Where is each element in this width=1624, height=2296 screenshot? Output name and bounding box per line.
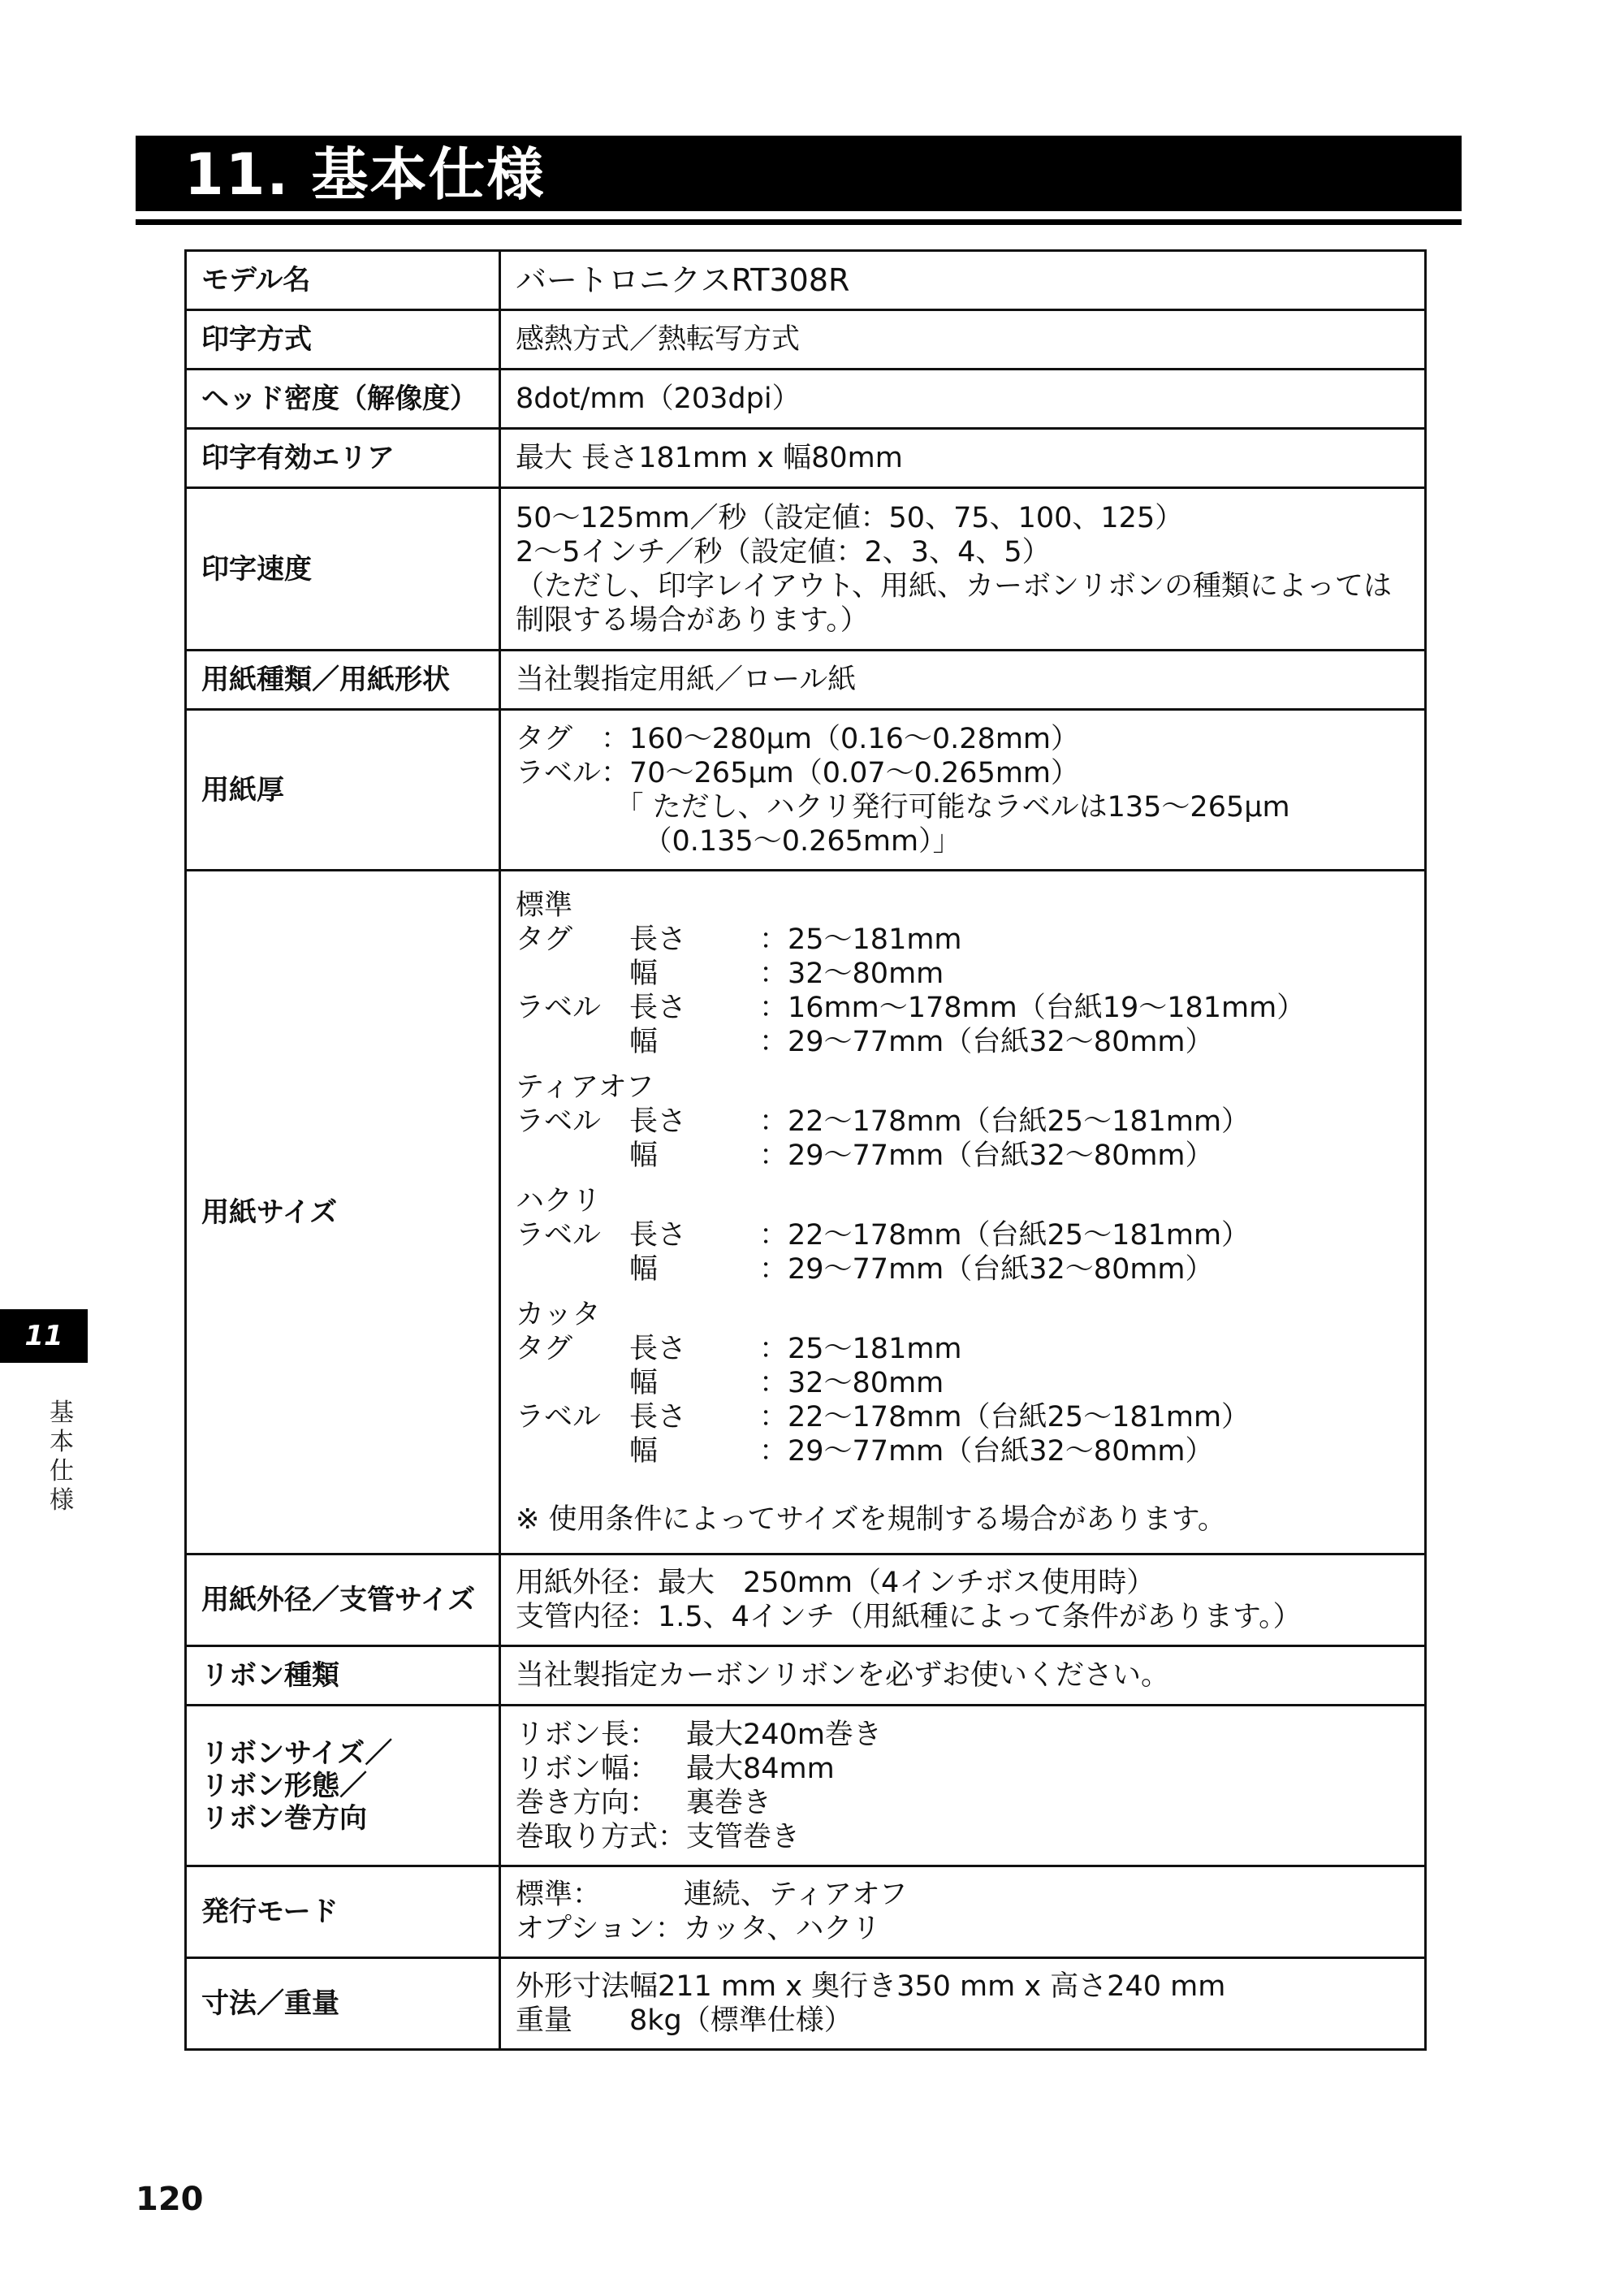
size-cell: ：32～80mm (759, 957, 944, 990)
spec-row (186, 871, 1426, 1554)
spec-key-line: リボン形態／ (201, 1769, 367, 1802)
spec-key-line: 印字方式 (201, 323, 312, 356)
size-cell (516, 1434, 629, 1468)
spec-key-line: 印字有効エリア (201, 442, 395, 474)
spec-key-line: ヘッド密度（解像度） (201, 383, 477, 415)
group-gap (516, 1059, 1410, 1070)
pair-label: リボン幅： (516, 1752, 659, 1785)
size-cell: ：16mm～178mm（台紙19～181mm） (759, 991, 1306, 1024)
pair-label: オプション： (516, 1913, 684, 1945)
spec-value-line: バートロニクスRT308R (516, 262, 850, 298)
spec-key-line: 用紙サイズ (201, 1196, 338, 1229)
spec-row (186, 251, 1426, 310)
size-cell: ：29～77mm（台紙32～80mm） (759, 1139, 1214, 1172)
section-title: 11. 基本仕様 (184, 141, 546, 208)
size-group-title: ハクリ (516, 1184, 602, 1217)
size-cell: 長さ (629, 923, 687, 956)
spec-row (186, 429, 1426, 488)
spec-key (186, 488, 500, 651)
size-line (516, 1434, 1250, 1468)
size-cell: 長さ (629, 991, 687, 1024)
group-gap (516, 1286, 1410, 1298)
size-cell: タグ (516, 1332, 573, 1365)
pair-label: 巻取り方式： (516, 1820, 687, 1853)
title-underline (136, 219, 1462, 225)
pair-value: 裏巻き (686, 1786, 772, 1819)
size-cell: 幅 (629, 1252, 659, 1286)
size-cell: 長さ (629, 1105, 687, 1138)
spec-value (500, 310, 1426, 370)
size-cell: 長さ (629, 1218, 687, 1252)
group-gap (516, 1173, 1410, 1184)
size-cell: 長さ (629, 1400, 687, 1433)
chapter-tab: 11 (0, 1309, 88, 1363)
size-line (516, 923, 1305, 957)
size-line (516, 1366, 1250, 1400)
spec-value-line: 当社製指定カーボンリボンを必ずお使いください。 (516, 1659, 1170, 1692)
spec-key-line: リボン種類 (201, 1659, 339, 1692)
spec-row (186, 1646, 1426, 1706)
pair-value: 連続、ティアオフ (683, 1879, 908, 1911)
side-label-char: 様 (50, 1486, 74, 1515)
pair-line (516, 1912, 908, 1946)
spec-row (186, 651, 1426, 710)
pair-label: 重量 (516, 2004, 573, 2037)
pair-line (516, 1820, 882, 1854)
spec-key (186, 370, 500, 429)
pair-line (516, 1752, 882, 1786)
size-cell: ：32～80mm (759, 1366, 944, 1399)
spec-key-line: 用紙種類／用紙形状 (201, 664, 450, 696)
spec-key (186, 251, 500, 310)
spec-key (186, 310, 500, 370)
spec-row (186, 1866, 1426, 1958)
size-group-title: 標準 (516, 889, 573, 922)
size-line (516, 1252, 1250, 1286)
spec-table (184, 249, 1427, 2051)
size-cell: 幅 (629, 1434, 659, 1468)
size-cell: ：29～77mm（台紙32～80mm） (759, 1434, 1214, 1468)
spec-key (186, 1554, 500, 1646)
spec-key (186, 871, 500, 1554)
size-group-table (516, 1332, 1250, 1468)
spec-value-line: 感熱方式／熱転写方式 (516, 323, 801, 356)
spec-key-line: 寸法／重量 (201, 1987, 339, 2020)
side-label-char: 仕 (50, 1457, 74, 1485)
pair-table (516, 1718, 882, 1854)
size-cell: 長さ (629, 1332, 687, 1365)
size-cell (516, 1252, 629, 1286)
size-note: ※ 使用条件によってサイズを規制する場合があります。 (516, 1503, 1226, 1536)
size-cell: 幅 (629, 1139, 659, 1172)
spec-value-line: （ただし、印字レイアウト、用紙、カーボンリボンの種類によっては (516, 569, 1393, 603)
spec-row (186, 488, 1426, 651)
pair-label: 外形寸法 (516, 1970, 630, 2003)
page-number: 120 (136, 2181, 204, 2218)
spec-value (500, 251, 1426, 310)
size-cell: ：29～77mm（台紙32～80mm） (759, 1252, 1214, 1286)
spec-value-line: 「 ただし、ハクリ発行可能なラベルは135～265μm (516, 790, 1290, 824)
size-cell: ラベル (516, 991, 602, 1024)
pair-value: 最大84mm (686, 1752, 835, 1785)
size-cell: 幅 (629, 1366, 659, 1399)
spec-row (186, 1706, 1426, 1866)
spec-value-line: 制限する場合があります。） (516, 603, 869, 637)
spec-value (500, 1646, 1426, 1706)
size-group-table (516, 1218, 1250, 1286)
spec-value-line: ラベル：70～265μm（0.07～0.265mm） (516, 756, 1080, 789)
spec-row (186, 310, 1426, 370)
pair-value: カッタ、ハクリ (683, 1913, 881, 1945)
spec-value (500, 488, 1426, 651)
spec-key-line: 発行モード (201, 1896, 339, 1928)
size-cell: ：22～178mm（台紙25～181mm） (759, 1400, 1250, 1433)
pair-label: 巻き方向： (516, 1786, 659, 1819)
spec-value (500, 1866, 1426, 1958)
size-cell (516, 1366, 629, 1400)
chapter-side-label (45, 1399, 78, 1516)
size-cell: 幅 (629, 1025, 659, 1058)
size-cell: タグ (516, 923, 573, 956)
pair-label: 標準： (516, 1879, 602, 1911)
spec-key-line: 印字速度 (201, 552, 312, 586)
pair-line (516, 1970, 1225, 2004)
spec-key (186, 651, 500, 710)
note-gap (516, 1468, 1410, 1503)
spec-row (186, 1958, 1426, 2050)
section-title-bar (136, 136, 1462, 211)
spec-value-line: 支管内径：1.5、4インチ（用紙種によって条件があります。） (516, 1601, 1302, 1633)
spec-value (500, 429, 1426, 488)
spec-value-line: （0.135～0.265mm）」 (516, 824, 961, 858)
spec-value-line: 2～5インチ／秒（設定値：2、3、4、5） (516, 535, 1051, 569)
size-line (516, 1400, 1250, 1434)
side-label-char: 基 (50, 1399, 74, 1427)
spec-key (186, 429, 500, 488)
spec-key (186, 1706, 500, 1866)
size-line (516, 1218, 1250, 1252)
spec-key-line: リボン巻方向 (201, 1801, 367, 1835)
pair-label: リボン長： (516, 1718, 659, 1751)
spec-key (186, 1866, 500, 1958)
spec-value (500, 871, 1426, 1554)
spec-key (186, 1646, 500, 1706)
pair-table (516, 1970, 1225, 2038)
size-group-table (516, 1105, 1250, 1173)
size-cell: ：25～181mm (759, 1332, 962, 1365)
spec-key (186, 1958, 500, 2050)
spec-value-line: 用紙外径：最大 250mm（4インチボス使用時） (516, 1567, 1155, 1599)
side-label-char: 本 (50, 1428, 74, 1456)
spec-row (186, 1554, 1426, 1646)
pair-line (516, 1718, 882, 1752)
size-line (516, 1332, 1250, 1366)
spec-key-line: モデル名 (201, 264, 311, 296)
size-cell: ラベル (516, 1105, 602, 1138)
spec-value (500, 1958, 1426, 2050)
size-cell (516, 1139, 629, 1173)
spec-value (500, 710, 1426, 871)
size-cell: ：29～77mm（台紙32～80mm） (759, 1025, 1214, 1058)
pair-value: 支管巻き (686, 1820, 801, 1853)
size-cell (516, 957, 629, 991)
spec-row (186, 370, 1426, 429)
size-line (516, 1139, 1250, 1173)
size-line (516, 957, 1305, 991)
spec-key-line: 用紙外径／支管サイズ (201, 1584, 476, 1616)
spec-value (500, 1554, 1426, 1646)
size-cell: ：22～178mm（台紙25～181mm） (759, 1218, 1250, 1252)
size-cell: 幅 (629, 957, 659, 990)
pair-value: 8kg（標準仕様） (629, 2004, 853, 2037)
pair-value: 最大240m巻き (686, 1718, 882, 1751)
size-line (516, 1025, 1305, 1059)
pair-line (516, 1878, 908, 1912)
spec-value (500, 370, 1426, 429)
pair-value: 幅211 mm x 奥行き350 mm x 高さ240 mm (629, 1970, 1226, 2003)
size-cell: ：22～178mm（台紙25～181mm） (759, 1105, 1250, 1138)
spec-value (500, 651, 1426, 710)
spec-value (500, 1706, 1426, 1866)
size-cell: ラベル (516, 1218, 602, 1252)
spec-value-line: タグ ：160～280μm（0.16～0.28mm） (516, 722, 1080, 755)
size-cell: ：25～181mm (759, 923, 962, 956)
size-group-title: ティアオフ (516, 1070, 654, 1104)
pair-table (516, 1878, 908, 1946)
size-group-title: カッタ (516, 1298, 601, 1331)
spec-row (186, 710, 1426, 871)
size-cell (516, 1025, 629, 1059)
pair-line (516, 2004, 1225, 2038)
spec-key-line: 用紙厚 (201, 773, 284, 806)
size-group-table (516, 923, 1305, 1059)
spec-value-line: 50～125mm／秒（設定値：50、75、100、125） (516, 501, 1184, 534)
size-cell: ラベル (516, 1400, 602, 1433)
pair-line (516, 1786, 882, 1820)
spec-value-line: 最大 長さ181mm x 幅80mm (516, 442, 903, 474)
size-line (516, 991, 1305, 1025)
spec-key-line: リボンサイズ／ (201, 1736, 393, 1770)
spec-key (186, 710, 500, 871)
spec-value-line: 当社製指定用紙／ロール紙 (516, 664, 857, 696)
size-line (516, 1105, 1250, 1139)
spec-value-line: 8dot/mm（203dpi） (516, 383, 801, 415)
